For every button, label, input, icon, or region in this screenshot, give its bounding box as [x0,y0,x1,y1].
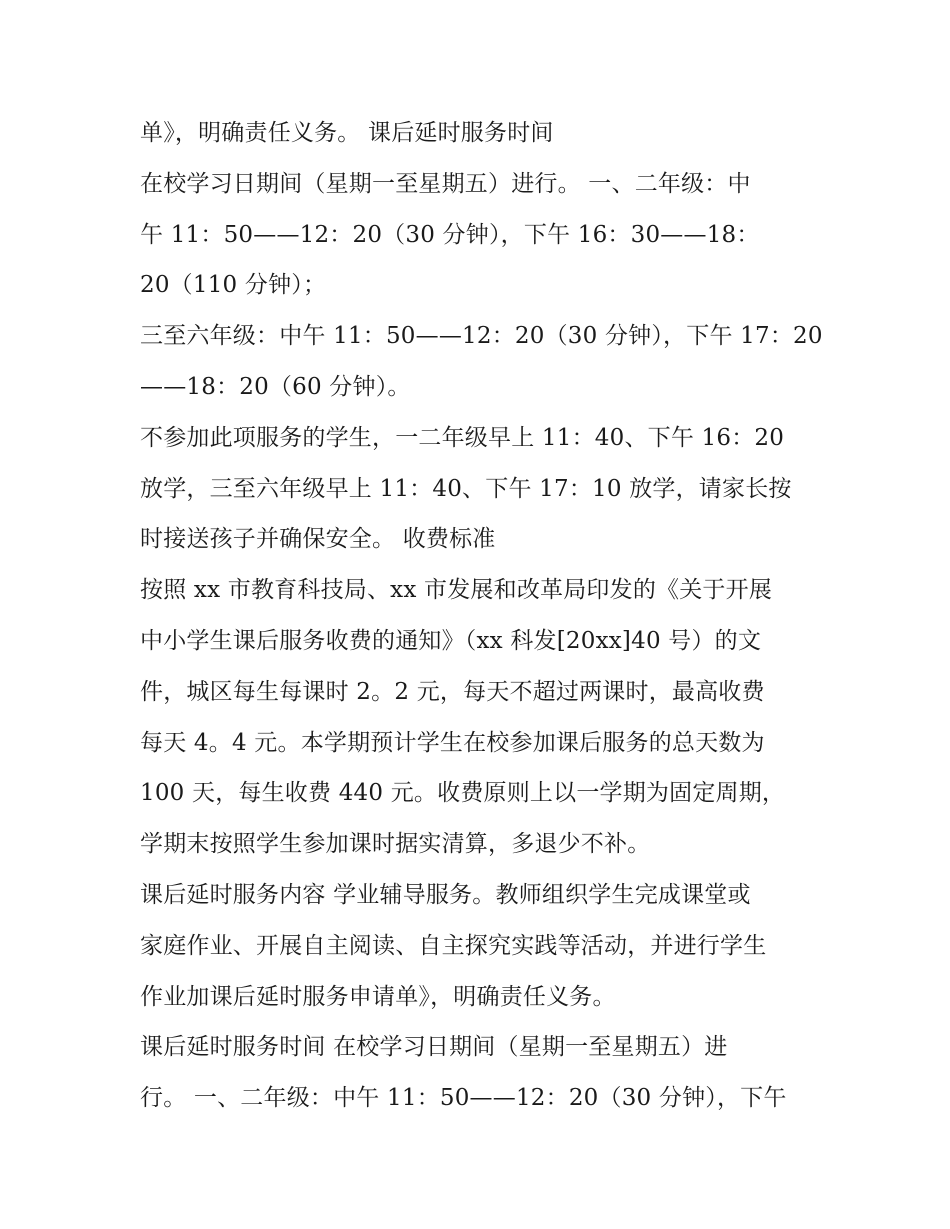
text-line: 单》，明确责任义务。 课后延时服务时间 [140,120,554,146]
text-line: 放学，三至六年级早上 11：40、下午 17：10 放学，请家长按 [140,475,792,502]
text-line: 中小学生课后服务收费的通知》（xx 科发[20xx]40 号）的文 [140,627,762,654]
text-line: 不参加此项服务的学生，一二年级早上 11：40、下午 16：20 [140,424,785,451]
text-line: 作业加课后延时服务申请单》，明确责任义务。 [140,983,616,1010]
text-line: 午 11：50——12：20（30 分钟），下午 16：30——18： [140,221,760,248]
text-line: 学期末按照学生参加课时据实清算，多退少不补。 [140,831,651,858]
text-line: 课后延时服务时间 在校学习日期间（星期一至星期五）进 [140,1034,728,1061]
text-line: 时接送孩子并确保安全。 收费标准 [140,526,496,553]
text-line: 件，城区每生每课时 2。2 元，每天不超过两课时，最高收费 [140,678,765,705]
text-line: 三至六年级：中午 11：50——12：20（30 分钟），下午 17：20 [140,323,823,350]
text-line: 按照 xx 市教育科技局、xx 市发展和改革局印发的《关于开展 [140,577,773,604]
text-line: ——18：20（60 分钟）。 [140,373,411,400]
text-line: 家庭作业、开展自主阅读、自主探究实践等活动，并进行学生 [140,932,767,959]
text-line: 课后延时服务内容 学业辅导服务。教师组织学生完成课堂或 [140,881,751,908]
text-line: 行。 一、二年级：中午 11：50——12：20（30 分钟），下午 [140,1085,787,1112]
text-line: 每天 4。4 元。本学期预计学生在校参加课后服务的总天数为 [140,729,765,756]
document-text-body [140,108,830,1124]
text-line: 在校学习日期间（星期一至星期五）进行。 一、二年级：中 [140,170,751,197]
text-line: 20（110 分钟）； [140,272,327,299]
text-line: 100 天，每生收费 440 元。收费原则上以一学期为固定周期， [140,780,786,807]
